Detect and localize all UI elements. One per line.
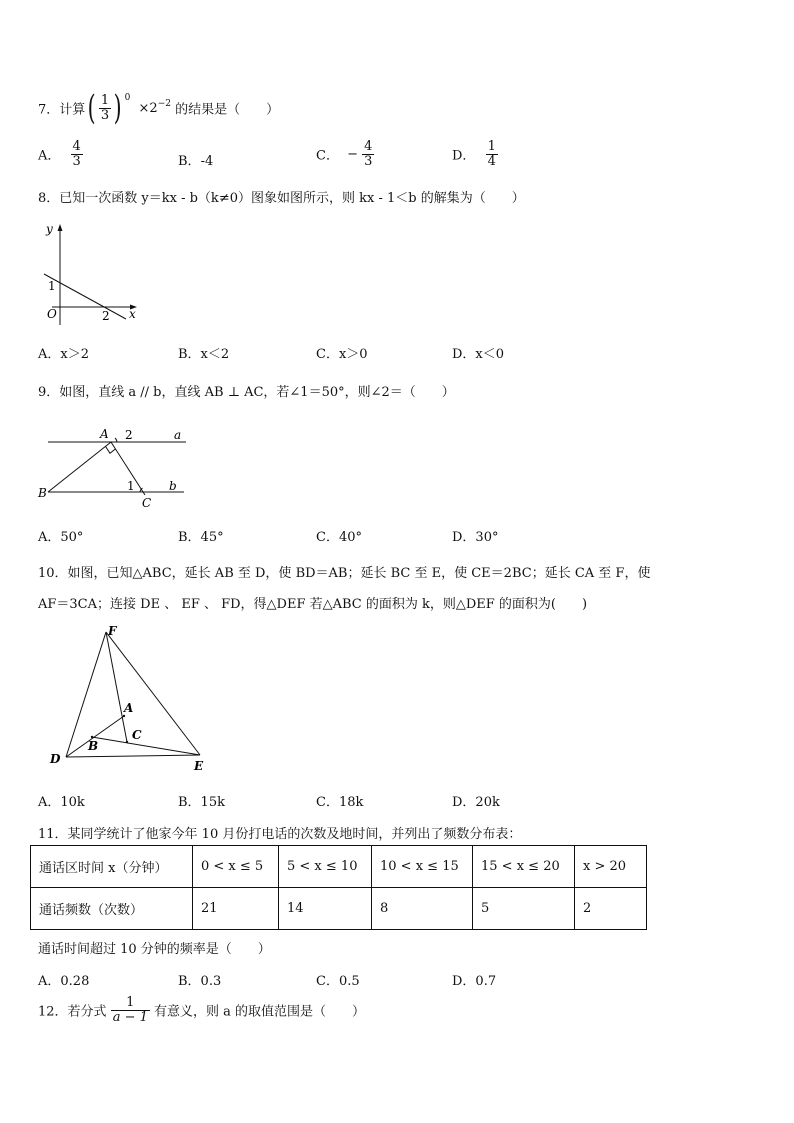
q12-prefix: 12．若分式 xyxy=(38,1004,107,1020)
q8-option-a[interactable]: A．x＞2 xyxy=(38,347,89,362)
table-cell: 8 xyxy=(372,888,473,930)
q10-figure xyxy=(44,620,214,775)
table-cell: 10 < x ≤ 15 xyxy=(372,846,473,888)
q10-option-d[interactable]: D．20k xyxy=(452,795,500,810)
table-cell: 15 < x ≤ 20 xyxy=(473,846,575,888)
q7-option-c[interactable]: C． − $\frac{4}{3}$ xyxy=(316,139,373,169)
q7-suffix: 的结果是（ ） xyxy=(175,102,280,118)
q11-option-c[interactable]: C．0.5 xyxy=(316,974,360,989)
q7-option-d[interactable]: D． $\frac{1}{4}$ xyxy=(452,139,496,169)
table-cell: 21 xyxy=(193,888,279,930)
q8-x-axis-label: x xyxy=(129,307,136,321)
q7-prefix: 7．计算 xyxy=(38,102,86,118)
q11-option-b[interactable]: B．0.3 xyxy=(178,974,222,989)
q10-label-c: C xyxy=(132,728,142,742)
question-10-line1: 10．如图，已知△ABC，延长 AB 至 D，使 BD＝AB；延长 BC 至 E，使 CE＝2BC；延长 CA 至 F，使 xyxy=(38,566,651,581)
q9-label-c-point: C xyxy=(142,496,152,510)
q9-label-angle2: 2 xyxy=(125,428,133,442)
q9-label-line-a: a xyxy=(174,428,182,442)
q10-option-b[interactable]: B．15k xyxy=(178,795,225,810)
table-header-cell: 通话频数（次数） xyxy=(31,888,193,930)
q9-option-b[interactable]: B．45° xyxy=(178,530,224,545)
q8-option-d[interactable]: D．x＜0 xyxy=(452,347,505,362)
q11-option-a[interactable]: A．0.28 xyxy=(38,974,90,989)
q12-suffix: 有意义，则 a 的取值范围是（ ） xyxy=(154,1004,366,1020)
q8-option-c[interactable]: C．x＞0 xyxy=(316,347,368,362)
table-cell: 2 xyxy=(575,888,647,930)
q10-option-a[interactable]: A．10k xyxy=(38,795,85,810)
q9-option-c[interactable]: C．40° xyxy=(316,530,362,545)
q7-option-b[interactable]: B．-4 xyxy=(178,154,214,169)
question-10-line2: AF＝3CA；连接 DE 、 EF 、 FD，得△DEF 若△ABC 的面积为 k，则△DEF 的面积为( ) xyxy=(38,597,588,612)
q10-label-d: D xyxy=(50,752,61,766)
q7-option-a[interactable]: A． $\frac{4}{3}$ xyxy=(38,139,81,169)
q10-label-e: E xyxy=(194,759,204,773)
table-row xyxy=(31,846,647,888)
q12-fraction: $\frac{1}{a - 1}$ xyxy=(112,995,148,1025)
table-cell: 14 xyxy=(279,888,372,930)
q8-graph xyxy=(38,220,148,332)
q10-label-b: B xyxy=(88,739,99,753)
table-cell: 5 < x ≤ 10 xyxy=(279,846,372,888)
q9-label-a-point: A xyxy=(100,427,109,441)
q8-y-axis-label: y xyxy=(46,222,53,236)
table-row xyxy=(31,888,647,930)
table-cell: 0 < x ≤ 5 xyxy=(193,846,279,888)
q9-label-b-point: B xyxy=(38,486,47,500)
q9-label-angle1: 1 xyxy=(127,479,135,493)
q7-base-fraction: $\frac{1}{3}$ xyxy=(100,92,110,123)
question-11: 11．某同学统计了他家今年 10 月份打电话的次数及地时间，并列出了频数分布表： xyxy=(38,827,522,842)
q8-option-b[interactable]: B．x＜2 xyxy=(178,347,230,362)
q11-frequency-table xyxy=(30,845,647,930)
table-cell: 5 xyxy=(473,888,575,930)
q10-label-f: F xyxy=(108,624,117,638)
q8-x-intercept-label: 2 xyxy=(102,309,110,323)
q7-exponent-0: 0 xyxy=(124,92,131,103)
q8-y-intercept-label: 1 xyxy=(48,279,56,293)
q9-option-a[interactable]: A．50° xyxy=(38,530,84,545)
q8-origin-label: O xyxy=(47,307,57,321)
q10-option-c[interactable]: C．18k xyxy=(316,795,364,810)
question-8: 8．已知一次函数 y＝kx - b（k≠0）图象如图所示，则 kx - 1＜b 的解集为（ ） xyxy=(38,191,525,206)
table-header-cell: 通话区时间 x（分钟） xyxy=(31,846,193,888)
question-9: 9．如图，直线 a // b，直线 AB ⊥ AC，若∠1＝50°，则∠2＝（ ） xyxy=(38,385,455,400)
q7-times-two: ×2 xyxy=(138,100,158,116)
q9-option-d[interactable]: D．30° xyxy=(452,530,499,545)
table-cell: x > 20 xyxy=(575,846,647,888)
question-11-prompt: 通话时间超过 10 分钟的频率是（ ） xyxy=(38,942,271,957)
q9-label-line-b: b xyxy=(169,479,177,493)
q7-exponent-neg2: −2 xyxy=(157,99,171,110)
question-12 xyxy=(38,996,365,1024)
q11-option-d[interactable]: D．0.7 xyxy=(452,974,497,989)
q10-label-a: A xyxy=(124,701,134,715)
q9-figure xyxy=(36,418,196,513)
question-7: 7．计算 ( $\frac{1}{3}$ ) $^0 \times 2^{-2}$ 的结果是（ ） xyxy=(38,88,280,128)
